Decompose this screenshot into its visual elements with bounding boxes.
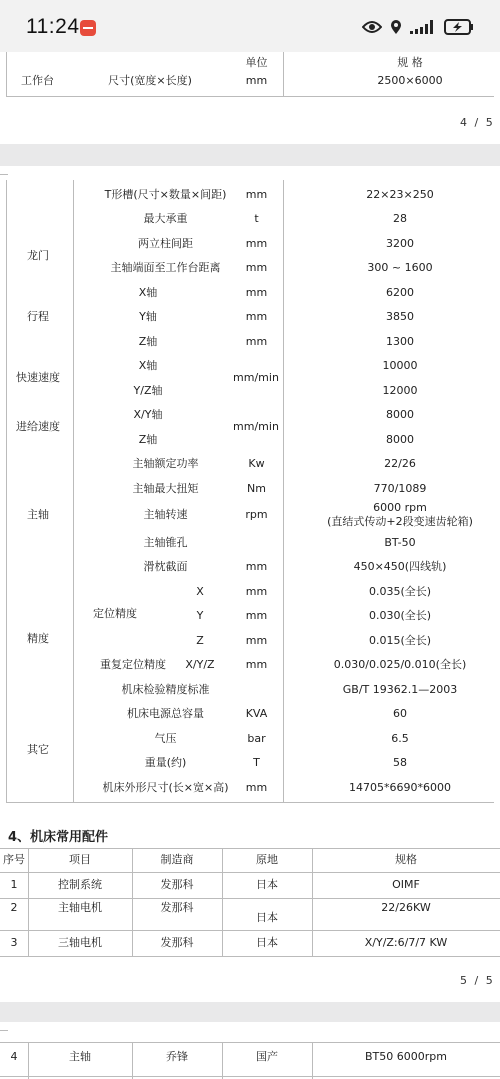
spec-item: Y/Z轴: [133, 384, 163, 397]
spec-item: Z轴: [138, 335, 158, 348]
feed-speed-unit: mm/min: [233, 420, 279, 433]
spec-item: 重复定位精度: [100, 658, 166, 671]
group-travel: 行程: [27, 310, 49, 323]
spec-unit: KVA: [245, 707, 268, 720]
header-spec: 规 格: [397, 56, 423, 69]
accessories-cell: 发那科: [160, 901, 194, 914]
group-precision: 精度: [27, 632, 49, 645]
accessories-header: 项目: [69, 853, 91, 866]
spec-value: 0.030/0.025/0.010(全长): [333, 658, 467, 671]
spec-item: 机床外形尺寸(长×宽×高): [102, 781, 229, 794]
spec-item: 主轴最大扭矩: [132, 482, 199, 495]
group-gantry: 龙门: [27, 249, 49, 262]
accessories-cell: 日本: [256, 911, 278, 924]
group-spindle: 主轴: [27, 508, 49, 521]
spec-unit: mm: [245, 658, 268, 671]
spec-value: 58: [393, 756, 407, 769]
spec-item: Y: [196, 609, 204, 622]
spec-unit: mm: [245, 609, 268, 622]
accessories-cell: 发那科: [160, 936, 194, 949]
spec-value: 28: [393, 212, 407, 225]
accessories-cell: 22/26KW: [381, 901, 431, 914]
accessories-cell: X/Y/Z:6/7/7 KW: [364, 936, 448, 949]
spec-unit: mm: [245, 261, 268, 274]
spec-value-note: (直结式传动+2段变速齿轮箱): [327, 515, 473, 528]
signal-icon: [410, 20, 436, 34]
spec-item: 重量(约): [144, 756, 187, 769]
spec-value: 10000: [382, 359, 418, 372]
spec-item: Y轴: [139, 310, 157, 323]
spec-unit: mm: [245, 585, 268, 598]
spec-item: 最大承重: [143, 212, 188, 225]
spec-value: 6000 rpm: [373, 501, 427, 514]
accessories-header: 序号: [3, 853, 25, 866]
accessories-header: 规格: [395, 853, 417, 866]
accessories-cell: 发那科: [160, 878, 194, 891]
accessories-cell: 日本: [256, 878, 278, 891]
spec-value: 1300: [386, 335, 414, 348]
notification-icon: [80, 20, 96, 36]
spec-item: Z: [196, 634, 204, 647]
status-bar: [0, 0, 500, 52]
spec-unit: bar: [247, 732, 266, 745]
spec-value: 8000: [386, 408, 414, 421]
accessories-cell: 主轴电机: [58, 901, 102, 914]
spec-unit: Kw: [248, 457, 265, 470]
spec-unit: Nm: [247, 482, 266, 495]
spec-value: 450×450(四线轨): [353, 560, 447, 573]
accessories-cell: 主轴: [69, 1050, 91, 1063]
spec-item: 主轴锥孔: [143, 536, 188, 549]
spec-value: 300 ~ 1600: [367, 261, 433, 274]
header-unit: 单位: [245, 56, 268, 69]
spec-item: 主轴端面至工作台距离: [110, 261, 221, 274]
spec-axis: X/Y/Z: [185, 658, 215, 671]
spec-value: GB/T 19362.1—2003: [342, 683, 458, 696]
spec-item: X轴: [138, 359, 158, 372]
spec-value: 0.030(全长): [368, 609, 432, 622]
spec-value: 6200: [386, 286, 414, 299]
document-page-4: [0, 52, 500, 144]
spec-unit: mm: [245, 188, 268, 201]
spec-unit: mm: [245, 560, 268, 573]
spec-value: 3850: [386, 310, 414, 323]
accessories-header: 原地: [256, 853, 278, 866]
row-item: 尺寸(宽度×长度): [108, 74, 192, 87]
row-spec: 2500×6000: [377, 74, 443, 87]
spec-value: 22/26: [384, 457, 416, 470]
row-unit: mm: [245, 74, 268, 87]
spec-item: T形槽(尺寸×数量×间距): [104, 188, 227, 201]
spec-unit: mm: [245, 310, 268, 323]
location-icon: [390, 19, 402, 35]
page-number: 4 / 5: [460, 116, 495, 129]
spec-value: 14705*6690*6000: [349, 781, 451, 794]
spec-value: 770/1089: [373, 482, 427, 495]
accessories-cell: 1: [10, 878, 18, 891]
eye-icon: [362, 20, 382, 34]
spec-unit: mm: [245, 237, 268, 250]
battery-charging-icon: [444, 19, 474, 35]
spec-value: 12000: [382, 384, 418, 397]
spec-item: X/Y轴: [133, 408, 163, 421]
document-page-5: [0, 166, 500, 1002]
spec-unit: mm: [245, 781, 268, 794]
accessories-cell: 3: [10, 936, 18, 949]
group-other: 其它: [27, 743, 49, 756]
group-label-table: 工作台: [21, 74, 54, 87]
document-page-next: [0, 1022, 500, 1079]
spec-unit: mm: [245, 634, 268, 647]
rapid-speed-unit: mm/min: [233, 371, 279, 384]
spec-value: 60: [393, 707, 407, 720]
spec-unit: T: [253, 756, 260, 769]
spec-item: 机床电源总容量: [127, 707, 204, 720]
spec-value: 3200: [386, 237, 414, 250]
spec-item: 滑枕截面: [143, 560, 188, 573]
spec-unit: mm: [245, 286, 268, 299]
accessories-cell: BT50 6000rpm: [365, 1050, 447, 1063]
group-rapid-speed: 快速速度: [16, 371, 60, 384]
accessories-cell: 国产: [256, 1050, 278, 1063]
spec-item: 主轴额定功率: [132, 457, 199, 470]
spec-value: 22×23×250: [366, 188, 434, 201]
spec-item: 两立柱间距: [138, 237, 193, 250]
spec-value: 6.5: [391, 732, 409, 745]
spec-unit: t: [254, 212, 259, 225]
spec-item: X轴: [138, 286, 158, 299]
accessories-cell: 4: [10, 1050, 18, 1063]
positioning-precision-label: 定位精度: [93, 607, 137, 620]
accessories-cell: 乔锋: [166, 1050, 188, 1063]
page-number-5: 5 / 5: [460, 974, 495, 987]
accessories-header: 制造商: [160, 853, 194, 866]
spec-item: 机床检验精度标准: [121, 683, 210, 696]
accessories-cell: OIMF: [392, 878, 420, 891]
status-time: 11:24: [26, 15, 80, 38]
spec-value: BT-50: [384, 536, 416, 549]
spec-unit: rpm: [245, 508, 268, 521]
accessories-heading: 4、机床常用配件: [8, 830, 109, 845]
spec-value: 0.035(全长): [368, 585, 432, 598]
group-feed-speed: 进给速度: [16, 420, 60, 433]
spec-unit: mm: [245, 335, 268, 348]
spec-item: Z轴: [138, 433, 158, 446]
spec-item: 主轴转速: [143, 508, 188, 521]
accessories-cell: 控制系统: [58, 878, 102, 891]
accessories-cell: 日本: [256, 936, 278, 949]
accessories-cell: 三轴电机: [58, 936, 102, 949]
spec-value: 0.015(全长): [368, 634, 432, 647]
accessories-cell: 2: [10, 901, 18, 914]
spec-item: 气压: [154, 732, 177, 745]
spec-item: X: [196, 585, 204, 598]
spec-value: 8000: [386, 433, 414, 446]
